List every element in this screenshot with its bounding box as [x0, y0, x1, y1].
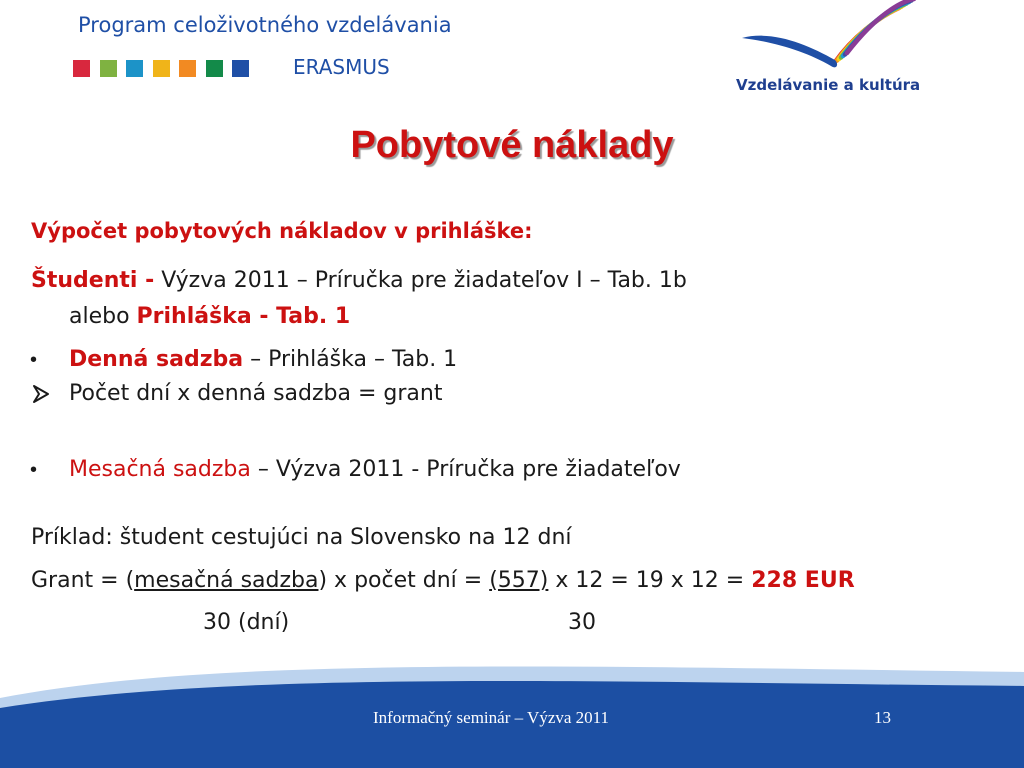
logo-bird-icon: [742, 36, 837, 68]
grant-result: 228 EUR: [751, 568, 855, 593]
grant-prefix: Grant = (: [31, 568, 135, 593]
bullet2-text: – Výzva 2011 - Príručka pre žiadateľov: [250, 457, 681, 482]
color-square: [153, 60, 170, 77]
color-square: [179, 60, 196, 77]
arrow-bullet-icon: [31, 384, 51, 404]
logo-rainbow-icon: [835, 0, 914, 62]
logo-rainbow-stripe: [847, 0, 914, 53]
denominator-days: 30 (dní): [203, 610, 290, 635]
subheading: Výpočet pobytových nákladov v prihláške:: [31, 219, 533, 243]
bullet2-label: Mesačná sadzba: [69, 457, 251, 482]
grant-calc: x 12 = 19 x 12 =: [548, 568, 752, 593]
slide-title: Pobytové náklady: [350, 124, 674, 166]
color-square: [100, 60, 117, 77]
bullet2-line: [69, 457, 681, 482]
bullet1-label: Denná sadzba: [69, 347, 244, 372]
students-label: Študenti -: [31, 268, 155, 293]
arrow-line: Počet dní x denná sadzba = grant: [69, 381, 443, 406]
grant-amount: (557): [489, 568, 549, 593]
color-square: [206, 60, 223, 77]
grant-rate: mesačná sadzba: [134, 568, 319, 593]
logo-text: Vzdelávanie a kultúra: [736, 76, 921, 94]
denominator-value: 30: [568, 610, 596, 635]
grant-formula: [31, 568, 855, 593]
grant-mid: ) x počet dní =: [318, 568, 490, 593]
students-line: [31, 268, 687, 293]
color-square: [126, 60, 143, 77]
bullet-icon: •: [30, 349, 38, 371]
students-line2-bold: Prihláška - Tab. 1: [136, 304, 351, 329]
bullet1-line: [69, 347, 457, 372]
bullet1-text: – Prihláška – Tab. 1: [243, 347, 458, 372]
program-title: Program celoživotného vzdelávania: [78, 13, 452, 37]
students-line-2: [69, 304, 350, 329]
page-number: 13: [874, 708, 891, 727]
bullet-icon: •: [30, 459, 38, 481]
students-line2-prefix: alebo: [69, 304, 137, 329]
students-text: Výzva 2011 – Príručka pre žiadateľov I – Tab. 1b: [154, 268, 687, 293]
example-line: Príklad: študent cestujúci na Slovensko na 12 dní: [31, 525, 572, 550]
erasmus-label: ERASMUS: [293, 55, 390, 79]
footer-text: Informačný seminár – Výzva 2011: [373, 708, 610, 727]
color-square: [232, 60, 249, 77]
color-square: [73, 60, 90, 77]
